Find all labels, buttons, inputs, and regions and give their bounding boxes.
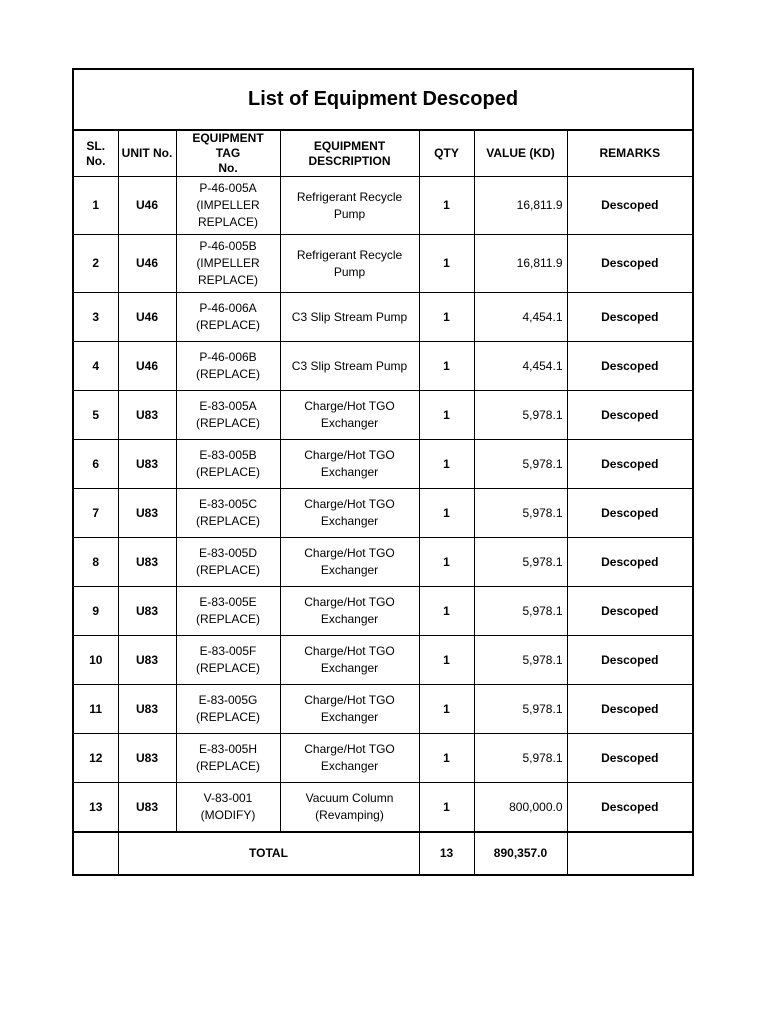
- table-body: [73, 177, 693, 833]
- equipment-description-cell: [280, 489, 419, 538]
- remarks-cell: Descoped: [567, 685, 693, 734]
- equipment-tag-cell-line: (MODIFY): [200, 808, 256, 822]
- qty-cell: 1: [419, 783, 474, 833]
- sl-no-cell: 13: [73, 783, 118, 833]
- sl-no-cell: 6: [73, 440, 118, 489]
- table-row: [73, 391, 693, 440]
- equipment-tag-cell-line: (REPLACE): [195, 759, 260, 773]
- equipment-tag-cell-line: REPLACE): [197, 273, 259, 287]
- equipment-tag-cell: [176, 391, 280, 440]
- equipment-tag-cell-line: E-83-005C: [198, 497, 258, 511]
- unit-no-cell: U83: [118, 636, 176, 685]
- equipment-tag-cell-line: P-46-006A: [199, 301, 257, 315]
- qty-cell: 1: [419, 538, 474, 587]
- equipment-tag-cell-line: E-83-005F: [199, 644, 257, 658]
- equipment-description-cell-line: Charge/Hot TGO: [304, 399, 395, 413]
- equipment-description-cell-line: Exchanger: [320, 661, 379, 675]
- sl-no-cell: 2: [73, 235, 118, 293]
- equipment-tag-cell-line: (REPLACE): [195, 416, 260, 430]
- unit-no-cell: U83: [118, 489, 176, 538]
- equipment-tag-cell-line: (IMPELLER: [196, 198, 260, 212]
- remarks-cell: Descoped: [567, 489, 693, 538]
- equipment-tag-cell-line: REPLACE): [197, 215, 259, 229]
- remarks-cell: Descoped: [567, 235, 693, 293]
- equipment-description-cell: [280, 391, 419, 440]
- value-cell: 5,978.1: [474, 538, 567, 587]
- qty-cell: 1: [419, 440, 474, 489]
- unit-no-cell: U83: [118, 538, 176, 587]
- equipment-tag-cell-line: (REPLACE): [195, 612, 260, 626]
- equipment-description-cell-line: Exchanger: [320, 465, 379, 479]
- header-value: VALUE (KD): [474, 130, 567, 177]
- sl-no-cell: 1: [73, 177, 118, 235]
- value-cell: 5,978.1: [474, 685, 567, 734]
- equipment-tag-cell-line: V-83-001: [203, 791, 253, 805]
- equipment-tag-cell-line: (REPLACE): [195, 367, 260, 381]
- equipment-tag-cell-line: P-46-006B: [199, 350, 257, 364]
- equipment-description-cell-line: Charge/Hot TGO: [304, 497, 395, 511]
- unit-no-cell: U83: [118, 783, 176, 833]
- equipment-description-cell: [280, 734, 419, 783]
- equipment-description-cell: [280, 783, 419, 833]
- sl-no-cell: 3: [73, 293, 118, 342]
- value-cell: 800,000.0: [474, 783, 567, 833]
- unit-no-cell: U46: [118, 235, 176, 293]
- equipment-tag-cell-line: E-83-005D: [198, 546, 258, 560]
- qty-cell: 1: [419, 587, 474, 636]
- total-label: TOTAL: [118, 832, 419, 875]
- header-remarks: REMARKS: [567, 130, 693, 177]
- qty-cell: 1: [419, 734, 474, 783]
- unit-no-cell: U83: [118, 587, 176, 636]
- total-row: [73, 832, 693, 875]
- remarks-cell: Descoped: [567, 734, 693, 783]
- equipment-description-cell-line: Exchanger: [320, 514, 379, 528]
- equipment-description-cell-line: Charge/Hot TGO: [304, 448, 395, 462]
- equipment-description-cell: [280, 177, 419, 235]
- equipment-description-cell: [280, 293, 419, 342]
- qty-cell: 1: [419, 177, 474, 235]
- header-equipment-description-line2: DESCRIPTION: [308, 153, 391, 168]
- sl-no-cell: 12: [73, 734, 118, 783]
- equipment-tag-cell: [176, 440, 280, 489]
- equipment-description-cell: [280, 636, 419, 685]
- equipment-tag-cell-line: P-46-005A: [199, 181, 257, 195]
- equipment-description-cell-line: Refrigerant Recycle: [296, 189, 403, 204]
- sl-no-cell: 11: [73, 685, 118, 734]
- equipment-tag-cell-line: (REPLACE): [195, 661, 260, 675]
- qty-cell: 1: [419, 235, 474, 293]
- unit-no-cell: U46: [118, 293, 176, 342]
- unit-no-cell: U46: [118, 177, 176, 235]
- remarks-cell: Descoped: [567, 440, 693, 489]
- equipment-tag-cell: [176, 342, 280, 391]
- total-empty-cell-right: [567, 832, 693, 875]
- header-sl-no: SL. No.: [73, 130, 118, 177]
- value-cell: 16,811.9: [474, 235, 567, 293]
- qty-cell: 1: [419, 293, 474, 342]
- equipment-description-cell-line: Exchanger: [320, 612, 379, 626]
- table-row: [73, 587, 693, 636]
- equipment-tag-cell: [176, 636, 280, 685]
- table-row: [73, 489, 693, 538]
- header-qty: QTY: [419, 130, 474, 177]
- title-row: [73, 69, 693, 130]
- table-row: [73, 636, 693, 685]
- equipment-tag-cell: [176, 538, 280, 587]
- value-cell: 5,978.1: [474, 587, 567, 636]
- value-cell: 4,454.1: [474, 293, 567, 342]
- table-row: [73, 293, 693, 342]
- value-cell: 4,454.1: [474, 342, 567, 391]
- qty-cell: 1: [419, 685, 474, 734]
- equipment-tag-cell: [176, 235, 280, 293]
- remarks-cell: Descoped: [567, 783, 693, 833]
- unit-no-cell: U83: [118, 391, 176, 440]
- table-row: [73, 783, 693, 833]
- sl-no-cell: 7: [73, 489, 118, 538]
- header-equipment-tag-line2: No.: [218, 161, 238, 175]
- equipment-description-cell-line: Charge/Hot TGO: [304, 742, 395, 756]
- equipment-descoped-table: [72, 68, 694, 876]
- unit-no-cell: U83: [118, 440, 176, 489]
- value-cell: 5,978.1: [474, 489, 567, 538]
- remarks-cell: Descoped: [567, 587, 693, 636]
- equipment-description-cell-line: (Revamping): [315, 808, 384, 822]
- equipment-description-cell-line: C3 Slip Stream Pump: [291, 309, 408, 324]
- table-row: [73, 440, 693, 489]
- unit-no-cell: U83: [118, 685, 176, 734]
- equipment-tag-cell-line: E-83-005E: [199, 595, 257, 609]
- equipment-tag-cell-line: (REPLACE): [195, 465, 260, 479]
- equipment-description-cell: [280, 235, 419, 293]
- equipment-description-cell-line: Exchanger: [320, 759, 379, 773]
- equipment-description-cell-line: Refrigerant Recycle: [296, 247, 403, 262]
- qty-cell: 1: [419, 636, 474, 685]
- header-row: [73, 130, 693, 177]
- equipment-tag-cell-line: (REPLACE): [195, 318, 260, 332]
- value-cell: 5,978.1: [474, 440, 567, 489]
- qty-cell: 1: [419, 342, 474, 391]
- equipment-description-cell-line: Pump: [333, 206, 366, 221]
- header-equipment-description-line1: EQUIPMENT: [313, 138, 386, 153]
- equipment-description-cell: [280, 342, 419, 391]
- equipment-tag-cell-line: E-83-005H: [198, 742, 258, 756]
- remarks-cell: Descoped: [567, 342, 693, 391]
- equipment-description-cell-line: Vacuum Column: [305, 791, 394, 805]
- page-title: List of Equipment Descoped: [73, 69, 693, 130]
- equipment-tag-cell-line: (IMPELLER: [196, 256, 260, 270]
- equipment-description-cell: [280, 685, 419, 734]
- remarks-cell: Descoped: [567, 538, 693, 587]
- table-row: [73, 235, 693, 293]
- table-row: [73, 734, 693, 783]
- equipment-description-cell: [280, 440, 419, 489]
- remarks-cell: Descoped: [567, 636, 693, 685]
- equipment-description-cell: [280, 587, 419, 636]
- table-row: [73, 342, 693, 391]
- remarks-cell: Descoped: [567, 391, 693, 440]
- equipment-description-cell-line: Charge/Hot TGO: [304, 644, 395, 658]
- unit-no-cell: U83: [118, 734, 176, 783]
- equipment-tag-cell: [176, 293, 280, 342]
- equipment-tag-cell: [176, 177, 280, 235]
- equipment-tag-cell-line: E-83-005G: [198, 693, 258, 707]
- equipment-tag-cell-line: (REPLACE): [195, 563, 260, 577]
- equipment-description-cell: [280, 538, 419, 587]
- value-cell: 5,978.1: [474, 734, 567, 783]
- remarks-cell: Descoped: [567, 293, 693, 342]
- equipment-tag-cell-line: E-83-005A: [199, 399, 257, 413]
- value-cell: 16,811.9: [474, 177, 567, 235]
- equipment-tag-cell: [176, 489, 280, 538]
- equipment-tag-cell: [176, 734, 280, 783]
- table-row: [73, 177, 693, 235]
- equipment-description-cell-line: Exchanger: [320, 416, 379, 430]
- sl-no-cell: 8: [73, 538, 118, 587]
- equipment-tag-cell: [176, 783, 280, 833]
- equipment-tag-cell-line: P-46-005B: [199, 239, 257, 253]
- equipment-tag-cell-line: E-83-005B: [199, 448, 257, 462]
- total-empty-cell-left: [73, 832, 118, 875]
- equipment-description-cell-line: Exchanger: [320, 710, 379, 724]
- equipment-description-cell-line: Pump: [333, 264, 366, 279]
- header-equipment-tag: [176, 130, 280, 177]
- unit-no-cell: U46: [118, 342, 176, 391]
- equipment-tag-cell: [176, 685, 280, 734]
- equipment-description-cell-line: Charge/Hot TGO: [304, 546, 395, 560]
- value-cell: 5,978.1: [474, 636, 567, 685]
- header-unit-no: UNIT No.: [118, 130, 176, 177]
- sl-no-cell: 9: [73, 587, 118, 636]
- equipment-tag-cell-line: (REPLACE): [195, 514, 260, 528]
- header-equipment-description: [280, 130, 419, 177]
- table-row: [73, 538, 693, 587]
- total-value: 890,357.0: [474, 832, 567, 875]
- remarks-cell: Descoped: [567, 177, 693, 235]
- table-row: [73, 685, 693, 734]
- equipment-description-cell-line: Exchanger: [320, 563, 379, 577]
- qty-cell: 1: [419, 489, 474, 538]
- sl-no-cell: 10: [73, 636, 118, 685]
- equipment-tag-cell-line: (REPLACE): [195, 710, 260, 724]
- equipment-tag-cell: [176, 587, 280, 636]
- equipment-description-cell-line: Charge/Hot TGO: [304, 595, 395, 609]
- qty-cell: 1: [419, 391, 474, 440]
- value-cell: 5,978.1: [474, 391, 567, 440]
- equipment-description-cell-line: Charge/Hot TGO: [304, 693, 395, 707]
- equipment-description-cell-line: C3 Slip Stream Pump: [291, 358, 408, 373]
- total-qty: 13: [419, 832, 474, 875]
- sl-no-cell: 5: [73, 391, 118, 440]
- sl-no-cell: 4: [73, 342, 118, 391]
- header-equipment-tag-line1: EQUIPMENT TAG: [192, 131, 264, 160]
